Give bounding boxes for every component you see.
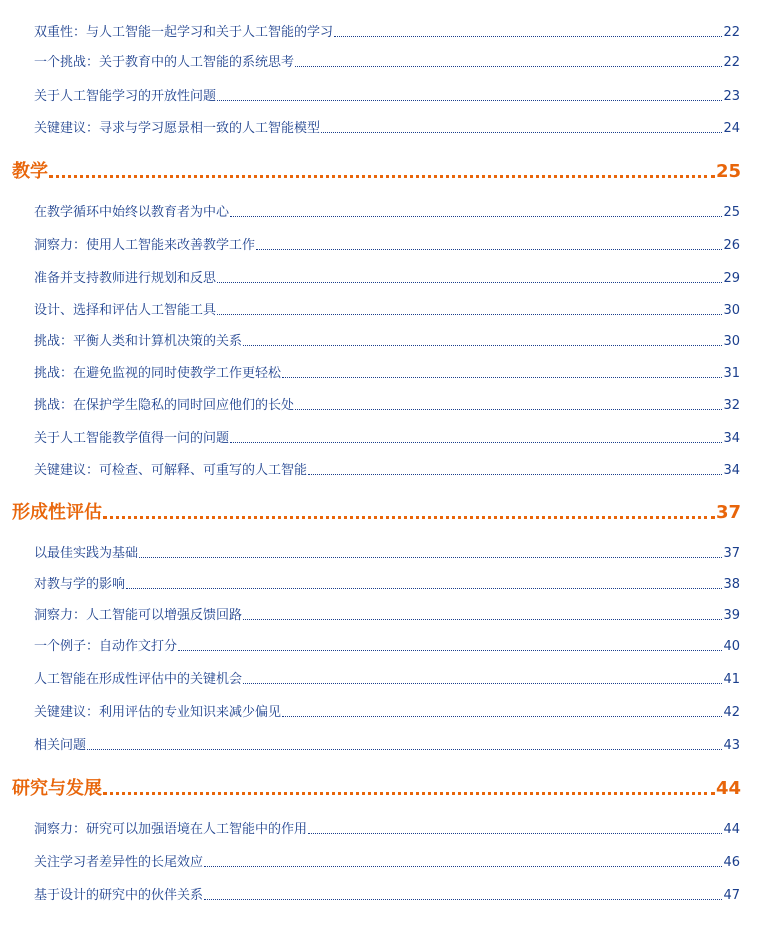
entry-title: 关于人工智能学习的开放性问题 xyxy=(34,89,217,104)
toc-entry[interactable] xyxy=(34,458,740,478)
entry-title: 挑战：在保护学生隐私的同时回应他们的长处 xyxy=(34,398,295,413)
section-title: 教学 xyxy=(12,161,48,182)
toc-entry[interactable] xyxy=(34,426,740,446)
entry-title: 准备并支持教师进行规划和反思 xyxy=(34,271,217,286)
page-number: 43 xyxy=(723,738,740,753)
entry-title: 双重性：与人工智能一起学习和关于人工智能的学习 xyxy=(34,25,334,40)
entry-title: 一个挑战：关于教育中的人工智能的系统思考 xyxy=(34,55,295,70)
page-number: 29 xyxy=(723,271,740,286)
entry-title: 对教与学的影响 xyxy=(34,577,126,592)
entry-title: 以最佳实践为基础 xyxy=(34,546,139,561)
entry-title: 设计、选择和评估人工智能工具 xyxy=(34,303,217,318)
dot-leader xyxy=(126,588,722,589)
toc-entry[interactable] xyxy=(34,116,740,136)
dot-leader xyxy=(103,792,715,795)
page-number: 25 xyxy=(723,205,740,220)
page-number: 22 xyxy=(723,55,740,70)
dot-leader xyxy=(243,619,722,620)
page-number: 24 xyxy=(723,121,740,136)
entry-title: 关键建议：利用评估的专业知识来减少偏见 xyxy=(34,705,282,720)
toc-entry[interactable] xyxy=(34,393,740,413)
dot-leader xyxy=(295,66,722,67)
dot-leader xyxy=(295,409,722,410)
entry-title: 关注学习者差异性的长尾效应 xyxy=(34,855,204,870)
entry-title: 关键建议：可检查、可解释、可重写的人工智能 xyxy=(34,463,308,478)
entry-title: 相关问题 xyxy=(34,738,87,753)
toc-entry[interactable] xyxy=(34,883,740,903)
toc-entry[interactable] xyxy=(34,572,740,592)
dot-leader xyxy=(282,716,722,717)
entry-title: 人工智能在形成性评估中的关键机会 xyxy=(34,672,243,687)
section-title: 研究与发展 xyxy=(12,778,102,799)
dot-leader xyxy=(204,899,722,900)
page-number: 23 xyxy=(723,89,740,104)
entry-title: 挑战：在避免监视的同时使教学工作更轻松 xyxy=(34,366,282,381)
page-number: 44 xyxy=(723,822,740,837)
toc-entry[interactable] xyxy=(34,634,740,654)
page-number: 32 xyxy=(723,398,740,413)
entry-title: 洞察力：研究可以加强语境在人工智能中的作用 xyxy=(34,822,308,837)
toc-entry[interactable] xyxy=(34,817,740,837)
toc-section-heading[interactable] xyxy=(12,497,741,523)
toc-entry[interactable] xyxy=(34,329,740,349)
toc-entry[interactable] xyxy=(34,541,740,561)
dot-leader xyxy=(217,100,722,101)
page-number: 37 xyxy=(715,502,741,523)
dot-leader xyxy=(243,683,722,684)
page-number: 34 xyxy=(723,463,740,478)
page-number: 41 xyxy=(723,672,740,687)
dot-leader xyxy=(256,249,722,250)
toc-entry[interactable] xyxy=(34,298,740,318)
dot-leader xyxy=(217,314,722,315)
section-title: 形成性评估 xyxy=(12,502,102,523)
toc-entry[interactable] xyxy=(34,733,740,753)
entry-title: 挑战：平衡人类和计算机决策的关系 xyxy=(34,334,243,349)
dot-leader xyxy=(243,345,722,346)
page-number: 46 xyxy=(723,855,740,870)
toc-entry[interactable] xyxy=(34,850,740,870)
toc-entry[interactable] xyxy=(34,200,740,220)
toc-section-heading[interactable] xyxy=(12,773,741,799)
dot-leader xyxy=(103,516,715,519)
dot-leader xyxy=(204,866,722,867)
entry-title: 在教学循环中始终以教育者为中心 xyxy=(34,205,230,220)
entry-title: 一个例子：自动作文打分 xyxy=(34,639,178,654)
page-number: 26 xyxy=(723,238,740,253)
page-number: 42 xyxy=(723,705,740,720)
toc-entry[interactable] xyxy=(34,50,740,70)
page-number: 39 xyxy=(723,608,740,623)
dot-leader xyxy=(217,282,722,283)
toc-section-heading[interactable] xyxy=(12,156,741,182)
toc-entry[interactable] xyxy=(34,233,740,253)
page-number: 37 xyxy=(723,546,740,561)
entry-title: 关于人工智能教学值得一问的问题 xyxy=(34,431,230,446)
page-number: 30 xyxy=(723,334,740,349)
dot-leader xyxy=(308,833,722,834)
dot-leader xyxy=(49,175,715,178)
toc-entry[interactable] xyxy=(34,603,740,623)
page-number: 47 xyxy=(723,888,740,903)
toc-entry[interactable] xyxy=(34,361,740,381)
toc-entry[interactable] xyxy=(34,84,740,104)
entry-title: 关键建议：寻求与学习愿景相一致的人工智能模型 xyxy=(34,121,321,136)
entry-title: 基于设计的研究中的伙伴关系 xyxy=(34,888,204,903)
dot-leader xyxy=(87,749,722,750)
page-number: 25 xyxy=(715,161,741,182)
page-number: 30 xyxy=(723,303,740,318)
dot-leader xyxy=(308,474,722,475)
dot-leader xyxy=(139,557,722,558)
page-number: 22 xyxy=(723,25,740,40)
dot-leader xyxy=(321,132,722,133)
entry-title: 洞察力：使用人工智能来改善教学工作 xyxy=(34,238,256,253)
dot-leader xyxy=(230,216,722,217)
dot-leader xyxy=(282,377,722,378)
entry-title: 洞察力：人工智能可以增强反馈回路 xyxy=(34,608,243,623)
page-number: 34 xyxy=(723,431,740,446)
toc-entry[interactable] xyxy=(34,667,740,687)
dot-leader xyxy=(334,36,722,37)
toc-entry[interactable] xyxy=(34,20,740,40)
dot-leader xyxy=(230,442,722,443)
toc-entry[interactable] xyxy=(34,266,740,286)
page-number: 38 xyxy=(723,577,740,592)
toc-entry[interactable] xyxy=(34,700,740,720)
page-number: 40 xyxy=(723,639,740,654)
dot-leader xyxy=(178,650,722,651)
page-number: 44 xyxy=(715,778,741,799)
page-number: 31 xyxy=(723,366,740,381)
